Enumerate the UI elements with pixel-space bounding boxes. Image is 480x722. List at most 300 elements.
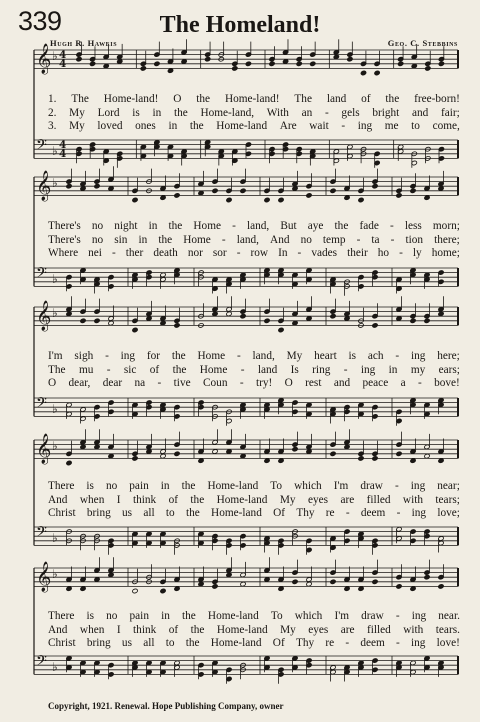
lyric-syllable: Is xyxy=(290,363,299,376)
lyric-syllable: of xyxy=(168,493,178,506)
notehead xyxy=(146,316,152,321)
lyric-syllable: My xyxy=(279,493,296,506)
lyric-syllable: aye xyxy=(307,220,324,232)
lyric-syllable: of xyxy=(149,363,160,376)
notehead xyxy=(212,307,218,312)
notehead xyxy=(396,660,402,665)
notehead xyxy=(306,663,312,668)
notehead xyxy=(282,147,288,152)
notehead xyxy=(358,402,364,407)
notehead xyxy=(396,286,402,291)
notehead xyxy=(212,286,218,291)
notehead xyxy=(264,568,270,573)
notehead xyxy=(212,414,218,419)
notehead xyxy=(278,458,284,463)
notehead xyxy=(372,667,378,672)
lyric-line xyxy=(48,479,460,493)
lyric-syllable: is xyxy=(348,350,357,362)
notehead xyxy=(66,586,72,591)
notehead xyxy=(174,184,180,189)
notehead xyxy=(132,188,138,193)
lyric-syllable: ta xyxy=(371,233,380,246)
notehead xyxy=(212,669,218,674)
notehead xyxy=(292,400,298,405)
notehead xyxy=(108,284,114,289)
notehead xyxy=(310,61,316,66)
notehead xyxy=(226,568,232,573)
lyric-syllable: Of xyxy=(272,637,285,650)
lyric-syllable: 2. xyxy=(48,106,57,119)
notehead xyxy=(424,570,430,575)
lyric-syllable: land xyxy=(257,363,278,376)
notehead xyxy=(278,586,284,591)
notehead xyxy=(89,57,95,62)
notehead xyxy=(212,179,218,184)
notehead xyxy=(344,316,350,321)
lyric-syllable: ing xyxy=(410,480,426,492)
lyric-syllable: the xyxy=(185,637,200,650)
lyric-syllable: no xyxy=(91,220,104,232)
bass-clef-icon: 𝄢 xyxy=(36,524,47,544)
lyric-syllable: - xyxy=(221,233,226,246)
notehead xyxy=(240,581,246,586)
notehead xyxy=(94,179,100,184)
notehead xyxy=(310,149,316,154)
notehead xyxy=(94,440,100,445)
notehead xyxy=(212,440,218,445)
notehead xyxy=(80,407,86,412)
lyric-syllable: 3. xyxy=(48,120,57,133)
lyric-syllable: ho xyxy=(377,247,390,260)
notehead xyxy=(411,63,417,68)
lyric-syllable: us xyxy=(121,637,132,650)
notehead xyxy=(167,144,173,149)
notehead xyxy=(344,586,350,591)
notehead xyxy=(146,531,152,536)
lyric-syllable: Home xyxy=(197,350,226,362)
notehead xyxy=(372,579,378,584)
notehead xyxy=(117,59,123,64)
notehead xyxy=(396,575,402,580)
notehead xyxy=(438,449,444,454)
notehead xyxy=(264,272,270,277)
notehead xyxy=(306,547,312,552)
notehead xyxy=(396,536,402,541)
notehead xyxy=(372,543,378,548)
lyric-syllable: loved xyxy=(97,120,123,133)
bass-clef-icon: 𝄢 xyxy=(36,137,47,157)
lyric-syllable: row xyxy=(250,247,269,260)
notehead xyxy=(424,453,430,458)
lyric-syllable: - xyxy=(396,637,400,650)
notehead xyxy=(292,281,298,286)
lyric-syllable: In xyxy=(278,247,288,260)
notehead xyxy=(108,177,114,182)
notehead xyxy=(278,402,284,407)
lyric-syllable: fair; xyxy=(441,106,460,119)
notehead xyxy=(410,184,416,189)
notehead xyxy=(344,538,350,543)
notehead xyxy=(94,184,100,189)
lyric-syllable: O xyxy=(173,93,182,105)
notehead xyxy=(174,318,180,323)
notehead xyxy=(146,188,152,193)
notehead xyxy=(132,277,138,282)
lyric-syllable: Are xyxy=(279,120,297,133)
notehead xyxy=(310,52,316,57)
notehead xyxy=(181,149,187,154)
lyric-syllable: Thy xyxy=(295,637,315,650)
notehead xyxy=(80,538,86,543)
notehead xyxy=(66,529,72,534)
lyric-syllable: their xyxy=(347,247,368,260)
lyric-syllable: bring xyxy=(86,637,111,650)
lyric-line xyxy=(48,636,460,650)
notehead xyxy=(146,400,152,405)
lyric-syllable: My xyxy=(69,120,85,133)
notehead xyxy=(310,153,316,158)
notehead xyxy=(181,153,187,158)
notehead xyxy=(372,451,378,456)
notehead xyxy=(240,663,246,668)
notehead xyxy=(358,577,364,582)
notehead xyxy=(344,440,350,445)
lyric-syllable: My xyxy=(69,106,85,119)
lyric-syllable: love; xyxy=(437,507,460,520)
notehead xyxy=(292,186,298,191)
notehead xyxy=(94,577,100,582)
lyric-syllable: in xyxy=(388,363,398,376)
notehead xyxy=(226,418,232,423)
notehead xyxy=(330,665,336,670)
lyric-line xyxy=(48,119,460,133)
notehead xyxy=(396,307,402,312)
key-signature-flat-icon: ♭ xyxy=(52,306,58,320)
notehead xyxy=(146,311,152,316)
notehead xyxy=(132,531,138,536)
notehead xyxy=(306,316,312,321)
notehead xyxy=(372,538,378,543)
notehead xyxy=(80,669,86,674)
notehead xyxy=(424,272,430,277)
notehead xyxy=(181,50,187,55)
notehead xyxy=(80,660,86,665)
notehead xyxy=(306,444,312,449)
notehead xyxy=(360,147,366,152)
notehead xyxy=(198,581,204,586)
words-credit: Hugh R. Haweis xyxy=(50,38,118,48)
notehead xyxy=(167,68,173,73)
lyric-syllable: the xyxy=(385,93,400,105)
lyric-syllable: The xyxy=(294,93,312,105)
lyric-syllable: Where xyxy=(48,247,79,260)
notehead xyxy=(174,665,180,670)
lyric-syllable: mu xyxy=(78,363,94,376)
notehead xyxy=(240,453,246,458)
lyric-syllable: - xyxy=(356,233,361,246)
notehead xyxy=(296,61,302,66)
notehead xyxy=(240,309,246,314)
lyric-syllable: land, xyxy=(246,220,270,232)
lyric-syllable: us xyxy=(122,507,133,520)
lyric-syllable: no xyxy=(300,233,312,246)
notehead xyxy=(240,402,246,407)
lyric-syllable: There xyxy=(48,480,75,492)
notehead xyxy=(146,449,152,454)
lyric-syllable: ones xyxy=(135,120,156,133)
lyric-syllable: the xyxy=(158,233,173,246)
lyric-line xyxy=(48,506,460,520)
lyric-syllable: land xyxy=(326,93,347,105)
lyric-syllable: - xyxy=(345,507,350,520)
notehead xyxy=(264,188,270,193)
notehead xyxy=(226,449,232,454)
notehead xyxy=(424,529,430,534)
notehead xyxy=(264,449,270,454)
lyric-syllable: - xyxy=(396,507,401,520)
notehead xyxy=(66,460,72,465)
lyric-syllable: in xyxy=(152,106,162,119)
notehead xyxy=(66,184,72,189)
notehead xyxy=(358,536,364,541)
notehead xyxy=(160,669,166,674)
notehead xyxy=(292,320,298,325)
notehead xyxy=(278,197,284,202)
lyric-syllable: and xyxy=(412,106,429,119)
notehead xyxy=(424,444,430,449)
notehead xyxy=(292,447,298,452)
notehead xyxy=(66,656,72,661)
notehead xyxy=(226,281,232,286)
lyric-syllable: rest xyxy=(305,377,322,390)
treble-clef-icon: 𝄞 xyxy=(36,301,52,331)
lyric-syllable: ing xyxy=(120,350,136,362)
notehead xyxy=(160,402,166,407)
notehead xyxy=(66,307,72,312)
notehead xyxy=(330,188,336,193)
notehead xyxy=(108,275,114,280)
notehead xyxy=(132,411,138,416)
lyric-syllable: deem xyxy=(360,637,385,650)
notehead xyxy=(306,658,312,663)
notehead xyxy=(410,272,416,277)
lyric-syllable: - xyxy=(389,220,394,232)
notehead xyxy=(240,179,246,184)
notehead xyxy=(424,575,430,580)
notehead xyxy=(396,409,402,414)
notehead xyxy=(372,405,378,410)
notehead xyxy=(438,311,444,316)
notehead xyxy=(330,545,336,550)
lyric-syllable: ther xyxy=(125,247,144,260)
notehead xyxy=(117,151,123,156)
notehead xyxy=(76,57,82,62)
lyric-syllable: the xyxy=(172,363,187,376)
notehead xyxy=(103,149,109,154)
lyric-syllable: - xyxy=(345,637,350,650)
notehead xyxy=(264,197,270,202)
notehead xyxy=(424,314,430,319)
notehead xyxy=(344,577,350,582)
key-signature-flat-icon: ♭ xyxy=(52,660,58,674)
hymn-number: 339 xyxy=(18,6,62,36)
notehead xyxy=(146,660,152,665)
notehead xyxy=(306,411,312,416)
notehead xyxy=(344,186,350,191)
notehead xyxy=(174,405,180,410)
notehead xyxy=(232,66,238,71)
notehead xyxy=(117,54,123,59)
notehead xyxy=(108,672,114,677)
notehead xyxy=(160,272,166,277)
lyric-syllable: deem xyxy=(360,507,386,520)
lyric-syllable: when xyxy=(79,623,105,636)
notehead xyxy=(160,588,166,593)
notehead xyxy=(358,275,364,280)
notehead xyxy=(76,52,82,57)
notehead xyxy=(278,327,284,332)
notehead xyxy=(306,193,312,198)
lyric-syllable: Coun xyxy=(202,377,228,390)
notehead xyxy=(396,277,402,282)
lyric-syllable: the xyxy=(181,480,196,492)
notehead xyxy=(333,149,339,154)
notehead xyxy=(333,54,339,59)
notehead xyxy=(372,179,378,184)
lyric-syllable: Home-land xyxy=(210,637,262,650)
lyric-syllable: bove! xyxy=(434,377,460,390)
lyric-syllable: filled xyxy=(366,623,391,636)
notehead xyxy=(205,57,211,62)
notehead xyxy=(330,411,336,416)
notehead xyxy=(282,142,288,147)
notehead xyxy=(94,660,100,665)
lyric-syllable: temp xyxy=(322,233,346,246)
lyric-syllable: And xyxy=(48,623,68,636)
notehead xyxy=(282,59,288,64)
notehead xyxy=(372,314,378,319)
notehead xyxy=(344,195,350,200)
lyric-syllable: the xyxy=(190,623,205,636)
notehead xyxy=(80,440,86,445)
lyric-syllable: less xyxy=(404,220,422,232)
lyric-syllable: ring xyxy=(312,363,331,376)
lyric-line xyxy=(48,493,460,507)
notehead xyxy=(218,52,224,57)
notehead xyxy=(226,440,232,445)
notehead xyxy=(174,451,180,456)
notehead xyxy=(226,197,232,202)
notehead xyxy=(132,579,138,584)
lyric-syllable: Christ xyxy=(48,637,76,650)
notehead xyxy=(174,543,180,548)
lyric-syllable: Lord xyxy=(97,106,120,119)
notehead xyxy=(226,543,232,548)
notehead xyxy=(198,323,204,328)
notehead xyxy=(372,184,378,189)
notehead xyxy=(306,581,312,586)
lyric-syllable: ing xyxy=(411,507,427,520)
notehead xyxy=(438,536,444,541)
notehead xyxy=(212,584,218,589)
lyric-syllable: - xyxy=(111,247,116,260)
notehead xyxy=(410,660,416,665)
notehead xyxy=(411,54,417,59)
notehead xyxy=(344,405,350,410)
notehead xyxy=(330,314,336,319)
notehead xyxy=(146,444,152,449)
notehead xyxy=(344,444,350,449)
notehead xyxy=(117,156,123,161)
notehead xyxy=(154,52,160,57)
lyric-syllable: O xyxy=(284,377,293,390)
notehead xyxy=(89,142,95,147)
lyric-syllable: But xyxy=(280,220,297,232)
notehead xyxy=(198,449,204,454)
lyric-syllable: To xyxy=(270,610,283,622)
notehead xyxy=(410,268,416,273)
notehead xyxy=(66,538,72,543)
lyric-syllable: I'm xyxy=(48,350,63,362)
lyric-syllable: eyes xyxy=(308,623,329,636)
notehead xyxy=(212,277,218,282)
notehead xyxy=(198,275,204,280)
notehead xyxy=(396,665,402,670)
lyric-syllable: My xyxy=(280,623,296,636)
key-signature-flat-icon: ♭ xyxy=(52,49,58,63)
notehead xyxy=(264,665,270,670)
notehead xyxy=(333,158,339,163)
notehead xyxy=(132,660,138,665)
lyric-syllable: Home xyxy=(193,220,221,232)
notehead xyxy=(66,284,72,289)
notehead xyxy=(226,538,232,543)
lyric-syllable: eyes xyxy=(307,493,329,506)
notehead xyxy=(358,456,364,461)
lyric-syllable: the xyxy=(168,220,183,232)
lyric-syllable: of xyxy=(168,623,179,636)
notehead xyxy=(146,179,152,184)
lyric-syllable: nor xyxy=(187,247,203,260)
lyric-syllable: - xyxy=(324,106,329,119)
notehead xyxy=(306,184,312,189)
notehead xyxy=(347,144,353,149)
notehead xyxy=(76,151,82,156)
notehead xyxy=(398,144,404,149)
lyric-syllable: land, xyxy=(252,350,275,362)
notehead xyxy=(292,529,298,534)
lyric-syllable: when xyxy=(79,493,105,506)
notehead xyxy=(94,534,100,539)
notehead xyxy=(174,538,180,543)
lyric-syllable: in xyxy=(168,120,178,133)
lyric-syllable: I'm xyxy=(334,610,350,622)
notehead xyxy=(330,536,336,541)
notehead xyxy=(174,586,180,591)
lyric-syllable: try! xyxy=(255,377,273,390)
notehead xyxy=(330,277,336,282)
lyric-syllable: draw xyxy=(360,480,383,492)
notehead xyxy=(212,311,218,316)
lyric-syllable: - xyxy=(157,377,162,390)
lyric-syllable: here; xyxy=(437,350,460,362)
lyric-syllable: the xyxy=(173,106,188,119)
notehead xyxy=(132,327,138,332)
notehead xyxy=(108,186,114,191)
lyric-syllable: the xyxy=(185,507,200,520)
notehead xyxy=(198,400,204,405)
notehead xyxy=(269,57,275,62)
